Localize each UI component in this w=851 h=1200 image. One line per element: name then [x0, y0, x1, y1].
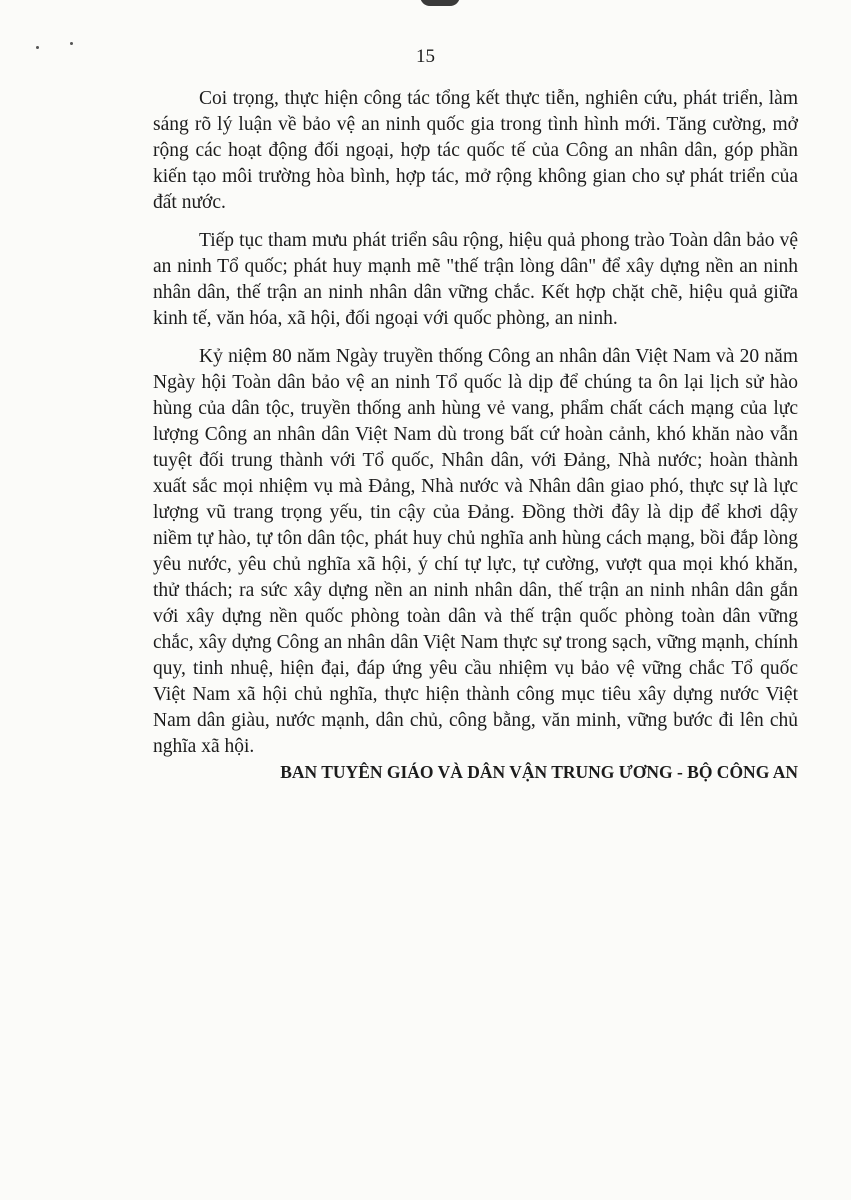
- scan-binding-mark: [420, 0, 460, 6]
- scan-speck: [70, 42, 73, 45]
- paragraph: Tiếp tục tham mưu phát triển sâu rộng, hiệu quả phong trào Toàn dân bảo vệ an ninh Tổ quốc; phát huy mạnh mẽ "thế trận lòng dân" để xây dựng nền an ninh nhân dân, thế trận an ninh nhân dân vững chắc. Kết hợp chặt chẽ, hiệu quả giữa kinh tế, văn hóa, xã hội, đối ngoại với quốc phòng, an ninh.: [153, 230, 798, 329]
- page-number: 15: [416, 46, 435, 67]
- paragraph: Coi trọng, thực hiện công tác tổng kết thực tiễn, nghiên cứu, phát triển, làm sáng rõ lý luận về bảo vệ an ninh quốc gia trong tình hình mới. Tăng cường, mở rộng các hoạt động đối ngoại, hợp tác quốc tế của Công an nhân dân, góp phần kiến tạo môi trường hòa bình, hợp tác, mở rộng không gian cho sự phát triển của đất nước.: [153, 88, 798, 213]
- document-body: [153, 86, 798, 772]
- paragraph: Kỷ niệm 80 năm Ngày truyền thống Công an nhân dân Việt Nam và 20 năm Ngày hội Toàn dân bảo vệ an ninh Tổ quốc là dịp để chúng ta ôn lại lịch sử hào hùng của dân tộc, truyền thống anh hùng vẻ vang, phẩm chất cách mạng của lực lượng Công an nhân dân Việt Nam dù trong bất cứ hoàn cảnh, khó khăn nào vẫn tuyệt đối trung thành với Tổ quốc, Nhân dân, với Đảng, Nhà nước; hoàn thành xuất sắc mọi nhiệm vụ mà Đảng, Nhà nước và Nhân dân giao phó, thực sự là lực lượng vũ trang trọng yếu, tin cậy của Đảng. Đồng thời đây là dịp để khơi dậy niềm tự hào, tự tôn dân tộc, phát huy chủ nghĩa anh hùng cách mạng, bồi đắp lòng yêu nước, yêu chủ nghĩa xã hội, ý chí tự lực, tự cường, vượt qua mọi khó khăn, thử thách; ra sức xây dựng nền an ninh nhân dân, thế trận an ninh nhân dân gắn với xây dựng nền quốc phòng toàn dân và thế trận quốc phòng toàn dân vững chắc, xây dựng Công an nhân dân Việt Nam thực sự trong sạch, vững mạnh, chính quy, tinh nhuệ, hiện đại, đáp ứng yêu cầu nhiệm vụ bảo vệ vững chắc Tổ quốc Việt Nam xã hội chủ nghĩa, thực hiện thành công mục tiêu xây dựng nước Việt Nam dân giàu, nước mạnh, dân chủ, công bằng, văn minh, vững bước đi lên chủ nghĩa xã hội.: [153, 346, 798, 757]
- signature-line: BAN TUYÊN GIÁO VÀ DÂN VẬN TRUNG ƯƠNG - BỘ CÔNG AN: [280, 762, 798, 782]
